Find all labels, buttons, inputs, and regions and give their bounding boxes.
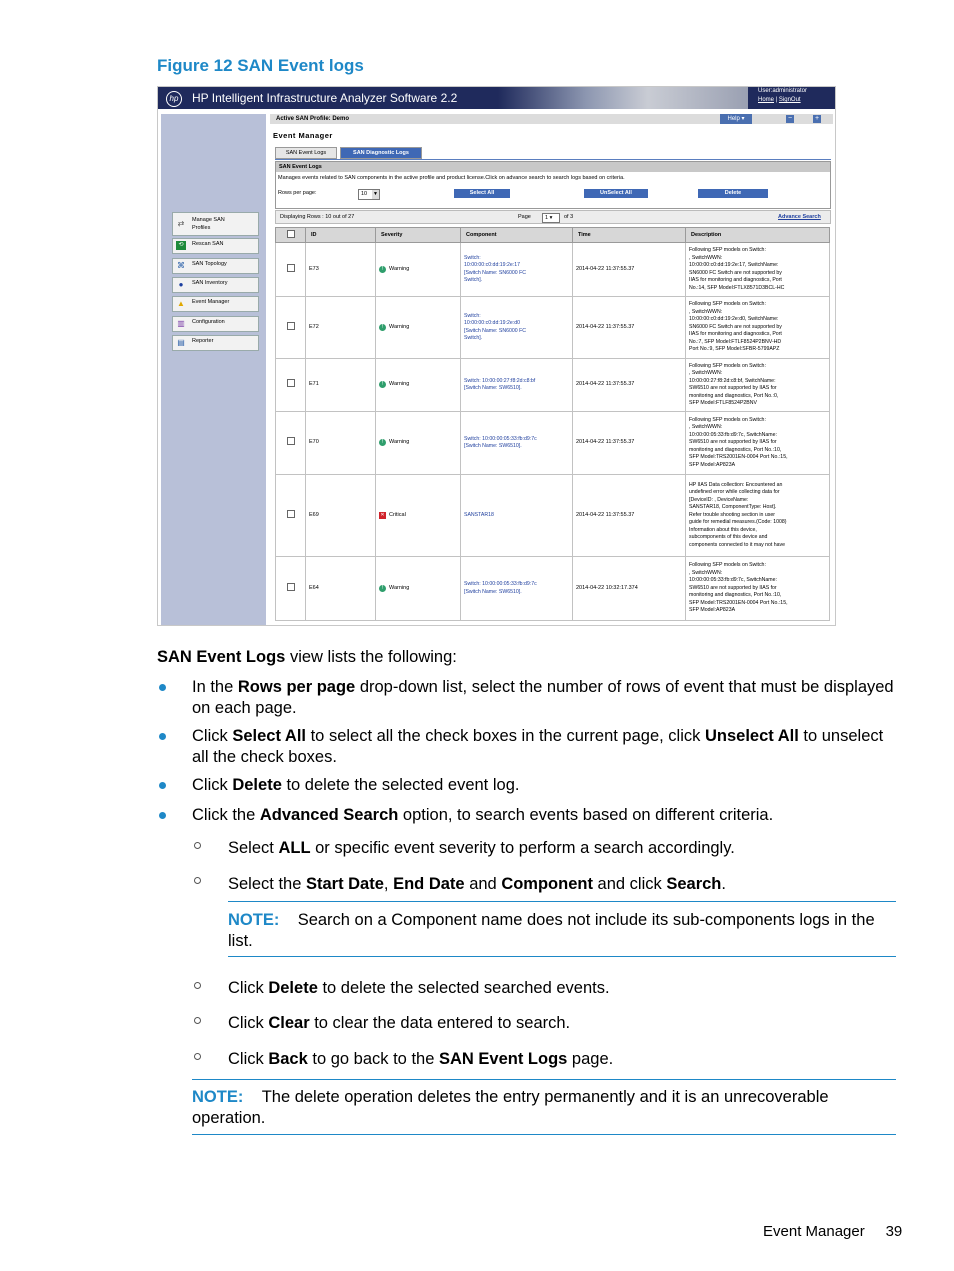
banner-photo bbox=[498, 87, 748, 109]
note-label: NOTE: bbox=[228, 911, 280, 929]
warning-icon: ! bbox=[379, 381, 386, 388]
table-row[interactable] bbox=[276, 359, 830, 412]
bullet-delete bbox=[192, 775, 519, 796]
nav-rescan-san[interactable] bbox=[172, 238, 259, 254]
event-time: 2014-04-22 11:37:55.37 bbox=[573, 359, 686, 412]
text: Select the bbox=[228, 875, 306, 893]
displaying-rows: Displaying Rows : 10 out of 27 bbox=[280, 214, 355, 220]
text: Click bbox=[192, 776, 233, 794]
panel-header bbox=[276, 162, 830, 172]
event-severity bbox=[376, 475, 461, 557]
text: to delete the selected event log. bbox=[281, 776, 520, 794]
severity-label: Warning bbox=[389, 265, 410, 272]
nav-event-manager[interactable] bbox=[172, 296, 259, 312]
rows-per-page-select[interactable] bbox=[358, 189, 380, 200]
text: to delete the selected searched events. bbox=[317, 979, 610, 997]
text: on each page. bbox=[192, 699, 297, 717]
sub-clear bbox=[228, 1013, 570, 1034]
sub-back bbox=[228, 1049, 613, 1070]
event-id: E71 bbox=[306, 359, 376, 412]
user-links: Home | SignOut bbox=[758, 97, 801, 103]
bullet-icon bbox=[159, 684, 166, 691]
signout-link[interactable]: SignOut bbox=[778, 97, 801, 103]
text: Click bbox=[228, 979, 269, 997]
sub-dates-component bbox=[228, 874, 726, 895]
page-label: Page bbox=[518, 214, 531, 220]
text: Search on a Component name does not include its sub-components logs in the bbox=[297, 911, 875, 929]
nav-manage-san-profiles[interactable] bbox=[172, 212, 259, 236]
text: to unselect bbox=[798, 727, 884, 745]
column-header-id: ID bbox=[306, 228, 376, 243]
bullet-icon bbox=[159, 733, 166, 740]
event-description: HP IIAS Data collection: Encountered an undefined error while collecting data for [DeviceID: , DeviceName: SANSTAR18, ComponentType: Host]. Refer trouble shooting section in user guide for remedial measures.(Code: 1008) Information about this device, subcomponents of this device and components connected to it may not have bbox=[686, 475, 830, 557]
screenshot-figure bbox=[157, 86, 836, 626]
text: or specific event severity to perform a search accordingly. bbox=[310, 839, 735, 857]
page-value: 1 bbox=[545, 215, 549, 221]
event-description: Following SFP models on Switch: , SwitchWWN: 10:00:00:27:f8:2d:c8:bf, SwitchName: SW6510 are not supported by IIAS for monitoring and diagnostics, Port No.:0, SFP Model:FTLF8524P2BNV bbox=[686, 359, 830, 412]
warning-icon: ! bbox=[379, 439, 386, 446]
ui-term: Start Date bbox=[305, 875, 384, 893]
manage-profiles-icon: ⇄ bbox=[177, 219, 185, 228]
event-component[interactable]: Switch: 10:00:00:05:33:fb:d9:7c [Switch Name: SW6510]. bbox=[461, 412, 573, 475]
user-box bbox=[748, 87, 835, 109]
event-component[interactable]: Switch: 10:00:00:c0:dd:19:2e:d0 [Switch Name: SN6000 FC Switch]. bbox=[461, 297, 573, 359]
column-header-component: Component bbox=[461, 228, 573, 243]
note-delete-permanent bbox=[192, 1087, 829, 1129]
text: , bbox=[383, 875, 394, 893]
page-count: of 3 bbox=[564, 214, 574, 220]
intro-term: SAN Event Logs bbox=[157, 648, 286, 666]
event-severity bbox=[376, 297, 461, 359]
text: operation. bbox=[192, 1109, 266, 1127]
rows-per-page-label: Rows per page: bbox=[278, 190, 317, 196]
chevron-down-icon: ▼ bbox=[373, 191, 378, 197]
paging-bar bbox=[275, 210, 831, 224]
severity-label: Warning bbox=[389, 323, 410, 330]
text: Click bbox=[192, 727, 233, 745]
column-header-description: Description bbox=[686, 228, 830, 243]
text: and click bbox=[592, 875, 667, 893]
select-all-button[interactable]: Select All bbox=[454, 189, 510, 198]
table-row[interactable] bbox=[276, 557, 830, 621]
bullet-rows-per-page bbox=[192, 677, 894, 719]
note-label: NOTE: bbox=[192, 1088, 244, 1106]
home-link[interactable]: Home bbox=[758, 97, 775, 103]
text: and bbox=[464, 875, 502, 893]
severity-label: Warning bbox=[389, 381, 410, 388]
severity-label: Warning bbox=[389, 584, 410, 591]
sub-bullet-icon bbox=[194, 1017, 201, 1024]
topology-icon: ⌘ bbox=[177, 261, 185, 270]
inventory-icon: ● bbox=[178, 280, 184, 289]
intro-text: view lists the following: bbox=[285, 648, 457, 666]
text: Click bbox=[228, 1050, 269, 1068]
sub-bullet-icon bbox=[194, 982, 201, 989]
text: to select all the check boxes in the current page, click bbox=[306, 727, 705, 745]
severity-label: Warning bbox=[389, 439, 410, 446]
rows-per-page-value: 10 bbox=[361, 191, 368, 197]
table-row[interactable] bbox=[276, 475, 830, 557]
event-id: E73 bbox=[306, 243, 376, 297]
tab-san-event-logs[interactable]: SAN Event Logs bbox=[275, 147, 337, 159]
page-footer bbox=[763, 1223, 902, 1240]
row-checkbox[interactable] bbox=[276, 243, 306, 297]
ui-term: SAN Event Logs bbox=[438, 1050, 568, 1068]
warning-icon: ▲ bbox=[177, 299, 185, 308]
event-time: 2014-04-22 11:37:55.37 bbox=[573, 243, 686, 297]
event-time: 2014-04-22 11:37:55.37 bbox=[573, 412, 686, 475]
table-row[interactable] bbox=[276, 297, 830, 359]
bullet-icon bbox=[159, 812, 166, 819]
text: . bbox=[721, 875, 726, 893]
nav-label: Reporter bbox=[192, 338, 214, 344]
text: In the bbox=[192, 678, 238, 696]
event-component[interactable]: Switch: 10:00:00:05:33:fb:d9:7c [Switch Name: SW6510]. bbox=[461, 557, 573, 621]
help-button[interactable]: Help ▾ bbox=[720, 114, 752, 124]
column-header-time: Time bbox=[573, 228, 686, 243]
event-time: 2014-04-22 10:32:17.374 bbox=[573, 557, 686, 621]
event-table bbox=[275, 227, 830, 621]
main-content bbox=[270, 114, 835, 625]
critical-icon: ✕ bbox=[380, 511, 385, 518]
row-checkbox[interactable] bbox=[276, 359, 306, 412]
hp-logo-icon: hp bbox=[166, 91, 182, 107]
note-divider bbox=[192, 1134, 896, 1135]
event-description: Following SFP models on Switch: , SwitchWWN: 10:00:00:c0:dd:19:2e:d0, SwitchName: SN6000 FC Switch are not supported by IIAS for monitoring and diagnostics, Port No.:7, SFP Model:FTLF8524P2BNV-HD Port No.:9, SFP Model:SFBR-5799APZ bbox=[686, 297, 830, 359]
text: drop-down list, select the number of rows of event that must be displayed bbox=[355, 678, 894, 696]
event-id: E69 bbox=[306, 475, 376, 557]
ui-term: Delete bbox=[232, 776, 282, 794]
nav-label: SAN Topology bbox=[192, 261, 227, 267]
table-header-row bbox=[276, 228, 830, 243]
app-banner bbox=[158, 87, 835, 109]
ui-term: Delete bbox=[268, 979, 318, 997]
event-id: E72 bbox=[306, 297, 376, 359]
text: option, to search events based on different criteria. bbox=[398, 806, 774, 824]
section-title: Event Manager bbox=[273, 131, 333, 140]
footer-section: Event Manager bbox=[763, 1223, 865, 1240]
rescan-icon: ⟲ bbox=[176, 241, 186, 250]
text: Click the bbox=[192, 806, 260, 824]
active-profile-label: Active SAN Profile: Demo bbox=[276, 116, 350, 122]
severity-label: Critical bbox=[389, 511, 406, 518]
intro-paragraph bbox=[157, 647, 457, 668]
ui-term: Rows per page bbox=[237, 678, 356, 696]
panel-description: Manages events related to SAN components in the active profile and product license.Click on advance search to search logs based on criteria. bbox=[278, 175, 625, 181]
ui-term: Advanced Search bbox=[259, 806, 399, 824]
sub-bullet-icon bbox=[194, 877, 201, 884]
event-id: E70 bbox=[306, 412, 376, 475]
ui-term: Unselect All bbox=[704, 727, 799, 745]
event-component[interactable]: Switch: 10:00:00:27:f8:2d:c8:bf [Switch Name: SW6510]. bbox=[461, 359, 573, 412]
event-logs-panel bbox=[275, 161, 831, 209]
warning-icon: ! bbox=[379, 324, 386, 331]
event-severity bbox=[376, 243, 461, 297]
nav-configuration[interactable] bbox=[172, 316, 259, 332]
table-row[interactable] bbox=[276, 412, 830, 475]
page-select[interactable]: 1 ▾ bbox=[542, 213, 560, 223]
warning-icon: ! bbox=[379, 585, 386, 592]
bullet-icon bbox=[159, 782, 166, 789]
nav-san-topology[interactable] bbox=[172, 258, 259, 274]
nav-sidebar bbox=[161, 114, 266, 625]
tab-divider bbox=[275, 159, 831, 160]
ui-term: Search bbox=[666, 875, 722, 893]
panel-title: SAN Event Logs bbox=[279, 164, 322, 170]
sub-bullet-icon bbox=[194, 1053, 201, 1060]
event-component[interactable]: SANSTAR18 bbox=[461, 475, 573, 557]
ui-term: Clear bbox=[268, 1014, 310, 1032]
advance-search-link[interactable]: Advance Search bbox=[778, 214, 821, 220]
minimize-button[interactable]: − bbox=[787, 115, 793, 122]
text: all the check boxes. bbox=[192, 748, 337, 766]
warning-icon: ! bbox=[379, 266, 386, 273]
ui-term: ALL bbox=[278, 839, 311, 857]
note-component-search bbox=[228, 910, 875, 952]
event-id: E64 bbox=[306, 557, 376, 621]
ui-term: Back bbox=[268, 1050, 308, 1068]
note-divider bbox=[228, 956, 896, 957]
delete-button[interactable]: Delete bbox=[698, 189, 768, 198]
maximize-button[interactable]: + bbox=[814, 115, 820, 122]
column-header-severity: Severity bbox=[376, 228, 461, 243]
nav-reporter[interactable] bbox=[172, 335, 259, 351]
nav-label: Manage SAN Profiles bbox=[192, 217, 225, 231]
table-row[interactable] bbox=[276, 243, 830, 297]
ui-term: End Date bbox=[393, 875, 465, 893]
row-checkbox[interactable] bbox=[276, 557, 306, 621]
row-checkbox[interactable] bbox=[276, 412, 306, 475]
nav-label: Configuration bbox=[192, 319, 225, 325]
text: The delete operation deletes the entry permanently and it is an unrecoverable bbox=[261, 1088, 829, 1106]
user-name: User:administrator bbox=[758, 88, 808, 94]
nav-label: Event Manager bbox=[192, 299, 230, 305]
help-label: Help bbox=[727, 116, 740, 122]
sub-select-all bbox=[228, 838, 735, 859]
text: page. bbox=[567, 1050, 614, 1068]
ui-term: Component bbox=[501, 875, 593, 893]
event-time: 2014-04-22 11:37:55.37 bbox=[573, 297, 686, 359]
event-description: Following SFP models on Switch: , SwitchWWN: 10:00:00:05:33:fb:d9:7c, SwitchName: SW6510 are not supported by IIAS for monitoring and diagnostics, Port No.:10, SFP Model:TRS2001EN-0004 Port No.:15, SFP Model:AP823A bbox=[686, 557, 830, 621]
tab-san-diagnostic-logs[interactable]: SAN Diagnostic Logs bbox=[340, 147, 422, 159]
event-description: Following SFP models on Switch: , SwitchWWN: 10:00:00:c0:dd:19:2e:17, SwitchName: SN6000 FC Switch are not supported by IIAS for monitoring and diagnostics, Port No.:14, SFP Model:FTLX8571D3BCL-HC bbox=[686, 243, 830, 297]
nav-san-inventory[interactable] bbox=[172, 277, 259, 293]
unselect-all-button[interactable]: UnSelect All bbox=[584, 189, 648, 198]
configuration-icon: ▥ bbox=[177, 319, 185, 328]
text: Click bbox=[228, 1014, 269, 1032]
note-divider bbox=[228, 901, 896, 902]
sub-bullet-icon bbox=[194, 842, 201, 849]
text: to go back to the bbox=[307, 1050, 439, 1068]
event-severity bbox=[376, 412, 461, 475]
event-severity bbox=[376, 557, 461, 621]
ui-term: Select All bbox=[232, 727, 307, 745]
nav-label: Rescan SAN bbox=[192, 241, 224, 247]
page-number: 39 bbox=[885, 1223, 903, 1240]
nav-label: SAN Inventory bbox=[192, 280, 228, 286]
event-severity bbox=[376, 359, 461, 412]
reporter-icon: ▤ bbox=[177, 338, 185, 347]
app-title: HP Intelligent Infrastructure Analyzer Software 2.2 bbox=[192, 91, 458, 105]
figure-caption: Figure 12 SAN Event logs bbox=[157, 56, 364, 75]
event-description: Following SFP models on Switch: , SwitchWWN: 10:00:00:05:33:fb:d9:7c, SwitchName: SW6510 are not supported by IIAS for monitoring and diagnostics, Port No.:10, SFP Model:TRS2001EN-0004 Port No.:15, SFP Model:AP823A bbox=[686, 412, 830, 475]
sub-delete bbox=[228, 978, 610, 999]
note-divider bbox=[192, 1079, 896, 1080]
event-component[interactable]: Switch: 10:00:00:c0:dd:19:2e:17 [Switch Name: SN6000 FC Switch]. bbox=[461, 243, 573, 297]
header-select-all-checkbox[interactable] bbox=[276, 228, 306, 243]
bullet-select-all bbox=[192, 726, 883, 768]
bullet-advanced-search bbox=[192, 805, 773, 826]
text: list. bbox=[228, 932, 253, 950]
text: Select bbox=[228, 839, 279, 857]
event-time: 2014-04-22 11:37:55.37 bbox=[573, 475, 686, 557]
text: to clear the data entered to search. bbox=[309, 1014, 571, 1032]
row-checkbox[interactable] bbox=[276, 297, 306, 359]
row-checkbox[interactable] bbox=[276, 475, 306, 557]
